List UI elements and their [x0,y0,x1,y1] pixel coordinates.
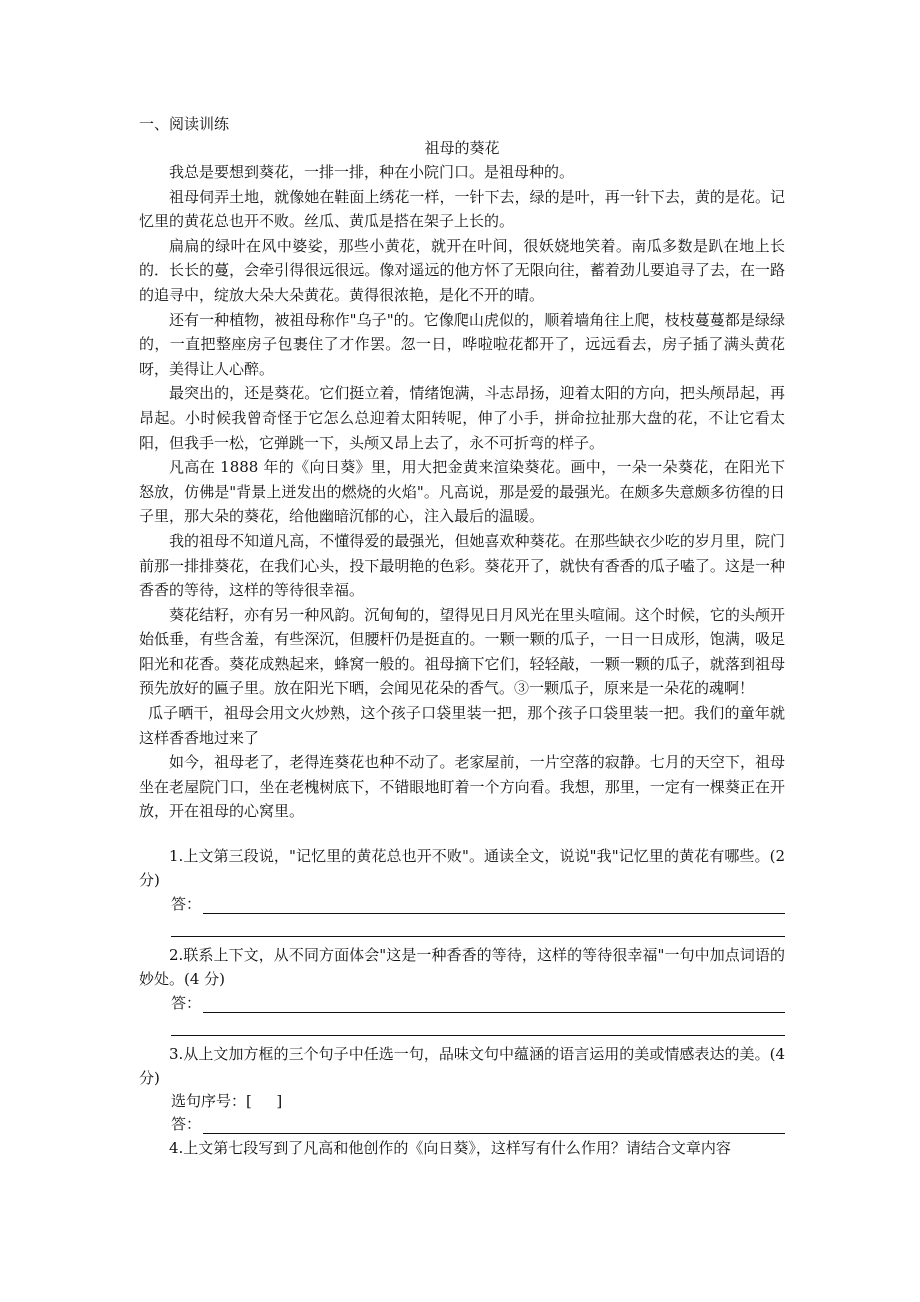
answer-rule[interactable] [203,1117,785,1134]
question-2: 2.联系上下文，从不同方面体会"这是一种香香的等待，这样的等待很幸福"一句中加点词语的妙处。(4 分) [139,946,785,989]
answer-line-1b[interactable] [171,914,785,937]
answer-line-2b[interactable] [171,1013,785,1036]
answer-line-3[interactable] [171,1112,785,1134]
paragraph-2: 祖母伺弄土地，就像她在鞋面上绣花一样，一针下去，绿的是叶，再一针下去，黄的是花。记忆里的黄花总也开不败。丝瓜、黄瓜是搭在架子上长的。 [139,187,785,231]
paragraph-3: 扁扁的绿叶在风中婆娑，那些小黄花，就开在叶间，很妖娆地笑着。南瓜多数是趴在地上长的．长长的蔓，会牵引得很远很远。像对遥远的他方怀了无限向往，蓄着劲儿要追寻了去，在一路的追寻中，绽放大朵大朵黄花。黄得很浓艳，是化不开的晴。 [139,236,785,304]
answer-label: 答： [171,994,202,1013]
paragraph-8: 葵花结籽，亦有另一种风韵。沉甸甸的，望得见日月风光在里头喧闹。这个时候，它的头颅开始低垂，有些含羞，有些深沉，但腰杆仍是挺直的。一颗一颗的瓜子，一日一日成形，饱满，吸足阳光和花香。葵花成熟起来，蜂窝一般的。祖母摘下它们，轻轻敲，一颗一颗的瓜子，就落到祖母预先放好的匾子里。放在阳光下晒，会闻见花朵的香气。③一颗瓜子，原来是一朵花的魂啊！ [139,605,785,698]
article-title: 祖母的葵花 [424,139,500,157]
answer-rule[interactable] [203,996,785,1013]
question-1: 1.上文第三段说，"记忆里的黄花总也开不败"。通读全文，说说"我"记忆里的黄花有哪些。(2 分) [139,847,785,890]
answer-label: 答： [171,1115,202,1134]
question-3: 3.从上文加方框的三个句子中任选一句，品味文句中蕴涵的语言运用的美或情感表达的美。(4 分) [139,1045,785,1088]
paragraph-9: 瓜子晒干，祖母会用文火炒熟，这个孩子口袋里装一把，那个孩子口袋里装一把。我们的童年就这样香香地过来了 [139,704,785,747]
paragraph-10: 如今，祖母老了，老得连葵花也种不动了。老家屋前，一片空落的寂静。七月的天空下，祖母坐在老屋院门口，坐在老槐树底下，不错眼地盯着一个方向看。我想，那里，一定有一棵葵正在开放，开在祖母的心窝里。 [139,753,785,821]
answer-line-2[interactable] [171,991,785,1013]
paragraph-5: 最突出的，还是葵花。它们挺立着，情绪饱满，斗志昂扬，迎着太阳的方向，把头颅昂起，再昂起。小时候我曾奇怪于它怎么总迎着太阳转呢，伸了小手，拼命拉扯那大盘的花，不让它看太阳，但我手一松，它弹跳一下，头颅又昂上去了，永不可折弯的样子。 [139,384,785,452]
worksheet-page [139,112,785,1160]
answer-rule[interactable] [203,897,785,914]
paragraph-1: 我总是要想到葵花，一排一排，种在小院门口。是祖母种的。 [169,163,575,181]
answer-line-1[interactable] [171,892,785,914]
paragraph-6: 凡高在 1888 年的《向日葵》里，用大把金黄来渲染葵花。画中，一朵一朵葵花，在阳光下怒放，仿佛是"背景上迸发出的燃烧的火焰"。凡高说，那是爱的最强光。在颇多失意颇多彷徨的日子里，那大朵的葵花，给他幽暗沉郁的心，注入最后的温暖。 [139,458,785,526]
question-4: 4.上文第七段写到了凡高和他创作的《向日葵》，这样写有什么作用？请结合文章内容 [169,1139,731,1158]
paragraph-4: 还有一种植物，被祖母称作"乌子"的。它像爬山虎似的，顺着墙角往上爬，枝枝蔓蔓都是绿绿的，一直把整座房子包裹住了才作罢。忽一日，哗啦啦花都开了，远远看去，房子插了满头黄花呀，美得让人心醉。 [139,310,785,378]
section-heading: 一、阅读训练 [139,115,230,133]
paragraph-7: 我的祖母不知道凡高，不懂得爱的最强光，但她喜欢种葵花。在那些缺衣少吃的岁月里，院门前那一排排葵花，在我们心头，投下最明艳的色彩。葵花开了，就快有香香的瓜子嗑了。这是一种香香的等待，这样的等待很幸福。 [139,531,785,600]
answer-label: 答： [171,895,202,914]
sentence-choice[interactable]: 选句序号：[ ] [171,1092,283,1111]
